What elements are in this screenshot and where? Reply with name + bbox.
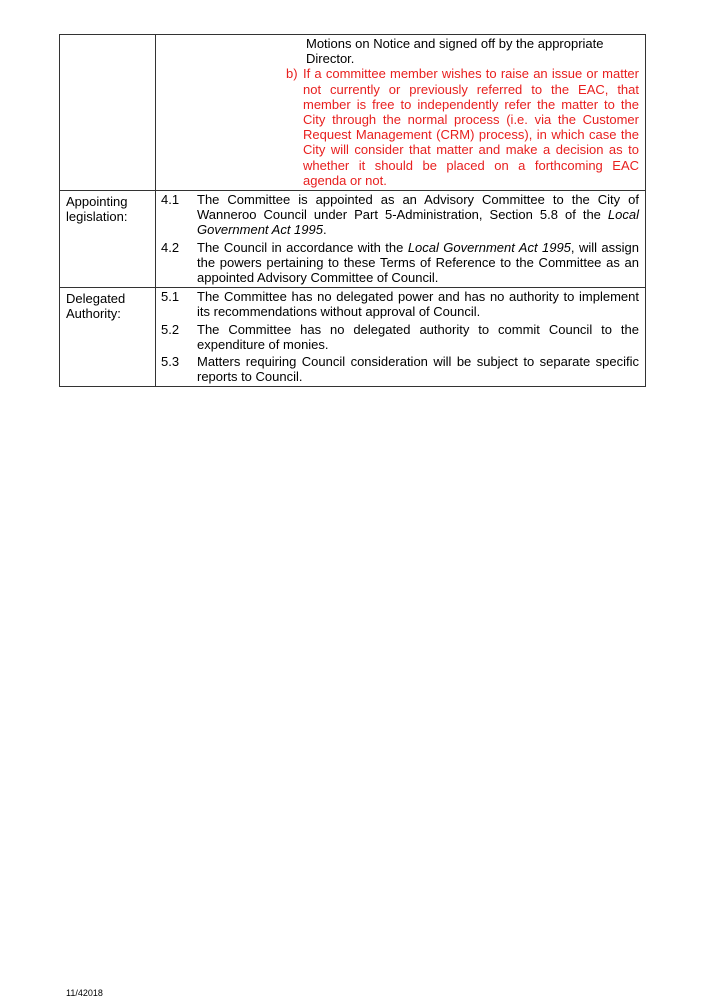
table-row-continuation (60, 35, 646, 191)
item-b-text: If a committee member wishes to raise an issue or matter not currently or previously referred to the EAC, that member is free to independently refer the matter to the City through the normal process (i.e. via the Customer Request Management (CRM) process), in which case the City will consider that matter and make a decision as to whether it should be placed on a forthcoming EAC agenda or not. (303, 66, 639, 188)
clause-number: 5.2 (161, 321, 180, 337)
clause-number: 4.2 (161, 239, 180, 255)
act-name-italic: Local Government Act 1995 (197, 207, 639, 238)
clause-5-2 (161, 322, 639, 352)
clause-5-1 (161, 289, 639, 319)
clause-text: The Committee has no delegated authority to commit Council to the expenditure of monies. (197, 321, 639, 352)
appointing-label: Appointing legislation: (60, 191, 156, 288)
clause-4-2 (161, 240, 639, 286)
item-b (161, 66, 639, 188)
clause-text: The Council in accordance with the Local Government Act 1995, will assign the powers pertaining to these Terms of Reference to the Committee as an appointed Advisory Committee of Council. (197, 239, 640, 286)
table-row-delegated (60, 288, 646, 387)
appointing-content (156, 191, 646, 288)
terms-of-reference-table (59, 34, 646, 387)
table-row-appointing (60, 191, 646, 288)
clause-number: 5.1 (161, 289, 180, 305)
clause-text: The Committee has no delegated power and has no authority to implement its recommendations without approval of Council. (197, 289, 639, 320)
delegated-content (156, 288, 646, 387)
footer-document-code: 11/42018 (66, 988, 103, 998)
act-name-italic: Local Government Act 1995 (407, 239, 571, 255)
continuation-line: Motions on Notice and signed off by the appropriate Director. (306, 36, 604, 67)
delegated-label: Delegated Authority: (60, 288, 156, 387)
clause-text: Matters requiring Council consideration will be subject to separate specific reports to Council. (197, 354, 639, 385)
clause-number: 4.1 (161, 192, 180, 208)
clause-5-3 (161, 354, 639, 384)
continuation-cell (156, 35, 646, 191)
item-b-marker: b) (286, 66, 298, 82)
empty-label-cell (60, 35, 156, 191)
clause-4-1 (161, 192, 639, 238)
clause-number: 5.3 (161, 354, 180, 370)
clause-text: The Committee is appointed as an Advisory Committee to the City of Wanneroo Council under Part 5-Administration, Section 5.8 of the Local Government Act 1995. (197, 192, 639, 238)
